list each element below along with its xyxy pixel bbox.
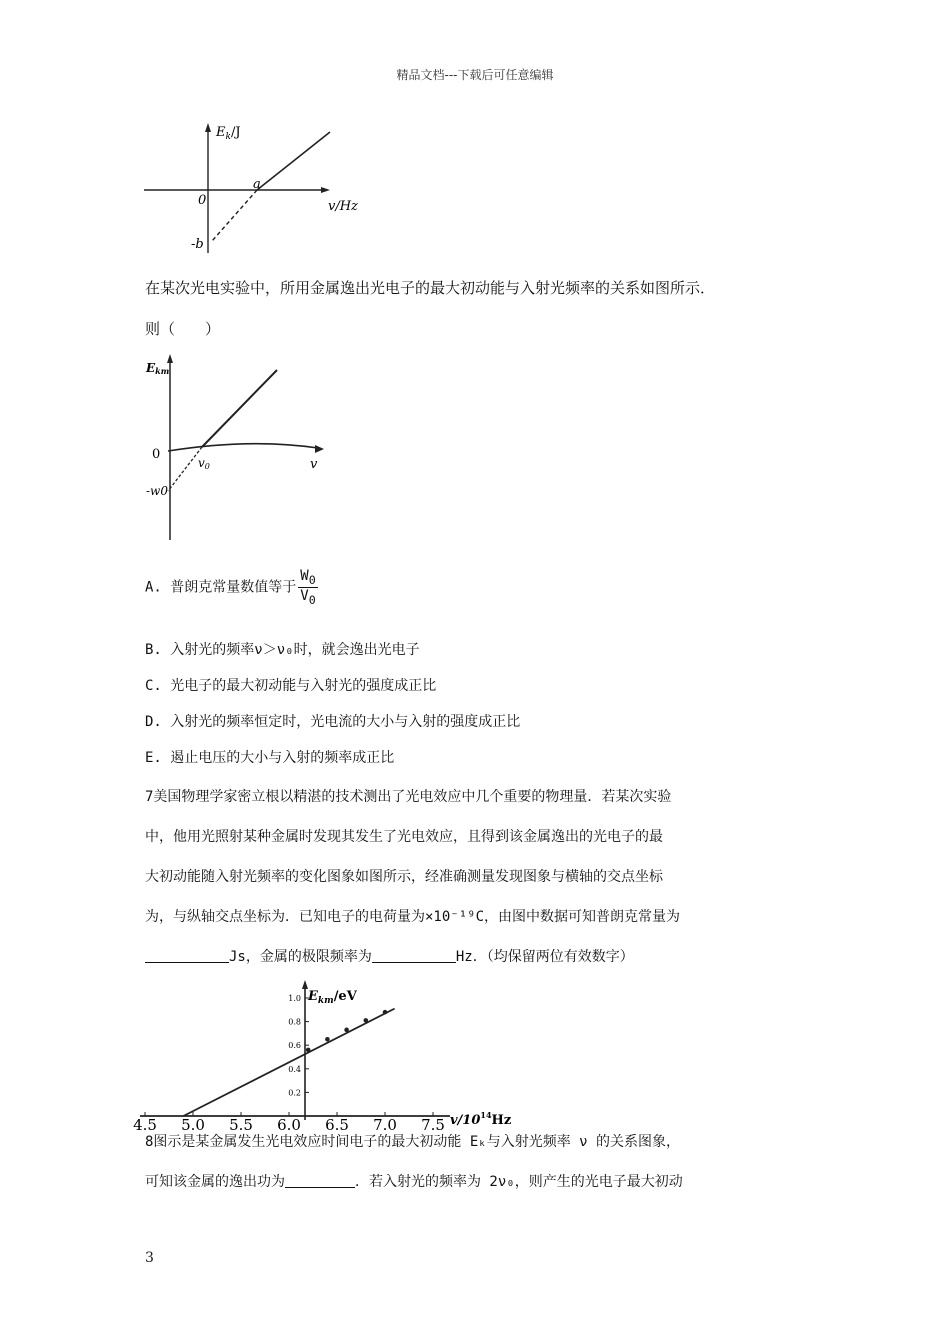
fig2-dashed-extension [168,447,202,491]
chart3-y-arrow [302,980,308,989]
option-c: C. 光电子的最大初动能与入射光的强度成正比 [145,678,437,694]
chart3-x-tick-label: 5.5 [229,1116,253,1135]
chart3-x-tick-label: 5.0 [181,1116,205,1135]
q8-line2: 可知该金属的逸出功为 ．若入射光的频率为 2ν₀，则产生的光电子最大初动 [145,1174,683,1190]
page-header: 精品文档---下载后可任意编辑 [396,68,554,82]
fig2-x-axis [168,444,318,451]
chart3-x-tick-label: 7.5 [421,1116,445,1135]
chart3-x-tick-label: 6.5 [325,1116,349,1135]
figure-ek-vs-frequency [140,118,370,258]
chart3-x-tick-label: 7.0 [373,1116,397,1135]
answer-blank-threshold[interactable] [372,948,456,963]
fig2-x-arrow [315,445,324,453]
chart-ekm-vs-frequency [133,978,530,1135]
fig2-y-arrow [167,354,173,363]
q7-line2: 中，他用光照射某种金属时发现其发生了光电效应，且得到该金属逸出的光电子的最 [145,829,663,845]
chart3-y-tick-label: 0.6 [288,1041,301,1051]
option-b: B. 入射光的频率ν＞ν₀时，就会逸出光电子 [145,642,420,658]
chart3-y-tick-label: 0.8 [288,1017,301,1027]
chart3-data-point [306,1048,311,1053]
answer-blank-work-function[interactable] [285,1173,355,1188]
q7-line5: Js，金属的极限频率为 Hz．（均保留两位有效数字） [145,946,634,966]
q6-stem-line1: 在某次光电实验中，所用金属逸出光电子的最大初动能与入射光频率的关系如图所示． [145,279,716,297]
chart3-y-tick-label: 0.4 [288,1064,301,1074]
q7-line1: 7美国物理学家密立根以精湛的技术测出了光电效应中几个重要的物理量．若某次实验 [145,789,672,805]
chart3-ylabel: $E_{km}/eV$ [308,989,357,1006]
chart3-data-point [383,1010,388,1015]
fig2-x-intercept: v0 [198,456,210,471]
fig1-x-intercept: a [253,177,261,192]
chart3-x-tick-label: 6.0 [277,1116,301,1135]
fig2-origin: 0 [152,447,161,462]
fig1-dashed-extension [212,190,257,241]
q6-stem-line2: 则（ ） [145,320,221,338]
page-number: 3 [145,1250,154,1266]
q8-line1: 8图示是某金属发生光电效应时间电子的最大初动能 Eₖ与入射光频率 ν 的关系图象， [145,1134,680,1150]
fig2-ylabel: Ekm [146,361,170,376]
fig1-xlabel: v/Hz [328,199,358,214]
fig1-y-intercept: -b [191,237,204,252]
fig2-solid-line [202,370,277,447]
option-d: D. 入射光的频率恒定时，光电流的大小与入射的强度成正比 [145,714,521,730]
option-a [145,568,318,607]
q7-line3: 大初动能随入射光频率的变化图象如图所示，经准确测量发现图象与横轴的交点坐标 [145,869,663,885]
chart3-data-point [325,1037,330,1042]
chart3-data-point [344,1028,349,1033]
fig1-ylabel: $E_k/J$ [216,125,241,142]
chart3-data-point [364,1018,369,1023]
fig2-xlabel: v [310,457,318,472]
option-e: E. 遏止电压的大小与入射的频率成正比 [145,750,395,766]
fig1-y-arrow [205,123,211,132]
chart3-y-tick-label: 1.0 [288,994,301,1003]
option-a-text: A. 普朗克常量数值等于 [145,579,297,596]
fig2-y-intercept: -w0 [146,484,168,498]
figure-ekm-vs-frequency [140,350,340,545]
fig1-origin: 0 [198,193,207,208]
answer-blank-planck[interactable] [145,948,229,963]
fig1-x-arrow [321,187,330,193]
q7-line4: 为，与纵轴交点坐标为．已知电子的电荷量为×10⁻¹⁹C，由图中数据可知普朗克常量为 [145,909,680,925]
option-a-fraction: $\frac{W_0}{V_0}$ [300,568,316,607]
chart3-x-tick-label: 4.5 [133,1116,157,1135]
fig1-solid-line [257,132,330,190]
chart3-xlabel: $v/10^{14}Hz$ [450,1110,512,1128]
chart3-y-tick-label: 0.2 [288,1088,301,1098]
